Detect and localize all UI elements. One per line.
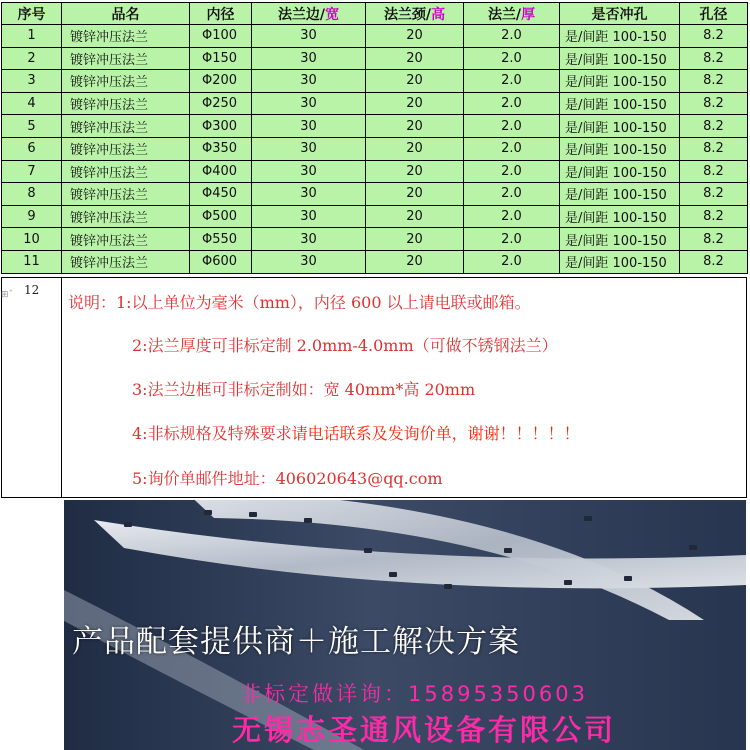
cell-punched: 是/间距 100-150: [560, 250, 680, 273]
cell-index: 8: [2, 183, 62, 206]
cell-thickness: 2.0: [464, 183, 560, 206]
cell-neck-height: 20: [366, 228, 464, 251]
notes-divider: [61, 278, 62, 497]
cell-thickness: 2.0: [464, 137, 560, 160]
cell-neck-height: 20: [366, 70, 464, 93]
table-row: [2, 115, 748, 138]
cell-flange-width: 30: [252, 25, 366, 48]
cell-hole-size: 8.2: [680, 228, 748, 251]
header-hole-size: [680, 3, 748, 25]
cell-thickness: 2.0: [464, 70, 560, 93]
cell-flange-width: 30: [252, 92, 366, 115]
note-line-4: [132, 421, 580, 444]
header-thickness: [464, 3, 560, 25]
cell-hole-size: 8.2: [680, 205, 748, 228]
header-label: 是否冲孔: [591, 6, 648, 23]
header-index: [2, 3, 62, 25]
header-highlight: 高: [431, 6, 446, 23]
cell-neck-height: 20: [366, 183, 464, 206]
cell-diameter: Φ450: [190, 183, 252, 206]
cell-index: 4: [2, 92, 62, 115]
cell-hole-size: 8.2: [680, 250, 748, 273]
cell-punched: 是/间距 100-150: [560, 115, 680, 138]
cell-punched: 是/间距 100-150: [560, 160, 680, 183]
cell-index: 7: [2, 160, 62, 183]
cell-name: 镀锌冲压法兰: [62, 47, 190, 70]
cell-diameter: Φ500: [190, 205, 252, 228]
table-row: [2, 228, 748, 251]
cell-flange-width: 30: [252, 183, 366, 206]
header-row: [2, 3, 748, 25]
notes-section: [1, 277, 747, 498]
header-flange-width: [252, 3, 366, 25]
cell-index: 1: [2, 25, 62, 48]
header-label: 法兰/: [487, 6, 522, 23]
cell-diameter: Φ250: [190, 92, 252, 115]
header-neck-height: [366, 3, 464, 25]
cell-punched: 是/间距 100-150: [560, 228, 680, 251]
table-row: [2, 70, 748, 93]
cell-flange-width: 30: [252, 205, 366, 228]
cell-diameter: Φ150: [190, 47, 252, 70]
cell-index: 10: [2, 228, 62, 251]
header-label: 法兰边/: [277, 6, 326, 23]
note-line-4-emphasis: 请电话联系及发询价单，谢谢！！！！！: [291, 424, 580, 443]
table-row: [2, 205, 748, 228]
note-line-1: 说明：1:以上单位为毫米（mm），内径 600 以上请电联或邮箱。: [68, 293, 531, 312]
cell-hole-size: 8.2: [680, 183, 748, 206]
cell-diameter: Φ300: [190, 115, 252, 138]
cell-thickness: 2.0: [464, 205, 560, 228]
cell-punched: 是/间距 100-150: [560, 25, 680, 48]
cell-punched: 是/间距 100-150: [560, 137, 680, 160]
cell-punched: 是/间距 100-150: [560, 47, 680, 70]
cell-name: 镀锌冲压法兰: [62, 250, 190, 273]
cell-neck-height: 20: [366, 250, 464, 273]
cell-neck-height: 20: [366, 115, 464, 138]
cell-diameter: Φ400: [190, 160, 252, 183]
row-handle-icon: ⊞ˇ: [1, 290, 14, 300]
cell-flange-width: 30: [252, 115, 366, 138]
cell-thickness: 2.0: [464, 47, 560, 70]
cell-diameter: Φ350: [190, 137, 252, 160]
header-label: 品名: [111, 6, 140, 23]
cell-diameter: Φ200: [190, 70, 252, 93]
cell-neck-height: 20: [366, 137, 464, 160]
table-row: [2, 160, 748, 183]
cell-flange-width: 30: [252, 160, 366, 183]
cell-index: 9: [2, 205, 62, 228]
header-highlight: 宽: [325, 6, 340, 23]
note-line-3: 3:法兰边框可非标定制如：宽 40mm*高 20mm: [132, 380, 476, 399]
note-line-2: 2:法兰厚度可非标定制 2.0mm-4.0mm（可做不锈钢法兰）: [132, 336, 558, 355]
header-highlight: 厚: [521, 6, 536, 23]
table-row: [2, 250, 748, 273]
cell-thickness: 2.0: [464, 250, 560, 273]
cell-flange-width: 30: [252, 70, 366, 93]
cell-index: 11: [2, 250, 62, 273]
cell-hole-size: 8.2: [680, 25, 748, 48]
cell-hole-size: 8.2: [680, 47, 748, 70]
cell-flange-width: 30: [252, 47, 366, 70]
cell-neck-height: 20: [366, 25, 464, 48]
cell-hole-size: 8.2: [680, 115, 748, 138]
cell-index: 6: [2, 137, 62, 160]
cell-index: 5: [2, 115, 62, 138]
cell-name: 镀锌冲压法兰: [62, 92, 190, 115]
cell-neck-height: 20: [366, 47, 464, 70]
header-diameter: [190, 3, 252, 25]
spec-table: [1, 2, 748, 274]
table-body: [2, 25, 748, 274]
cell-hole-size: 8.2: [680, 92, 748, 115]
cell-flange-width: 30: [252, 228, 366, 251]
product-banner: [64, 500, 746, 750]
cell-neck-height: 20: [366, 160, 464, 183]
table-row: [2, 137, 748, 160]
cell-diameter: Φ550: [190, 228, 252, 251]
cell-diameter: Φ600: [190, 250, 252, 273]
cell-thickness: 2.0: [464, 25, 560, 48]
table-header: [2, 3, 748, 25]
table-row: [2, 47, 748, 70]
cell-name: 镀锌冲压法兰: [62, 115, 190, 138]
table-row: [2, 183, 748, 206]
table-row: [2, 25, 748, 48]
cell-index: 2: [2, 47, 62, 70]
cell-diameter: Φ100: [190, 25, 252, 48]
header-label: 内径: [206, 6, 235, 23]
table-row: [2, 92, 748, 115]
cell-punched: 是/间距 100-150: [560, 183, 680, 206]
header-label: 序号: [17, 6, 46, 23]
cell-flange-width: 30: [252, 137, 366, 160]
banner-tagline: 产品配套提供商＋施工解决方案: [72, 624, 520, 660]
cell-thickness: 2.0: [464, 92, 560, 115]
cell-flange-width: 30: [252, 250, 366, 273]
banner-phone: 非标定做详询：15895350603: [240, 682, 588, 706]
cell-thickness: 2.0: [464, 228, 560, 251]
cell-neck-height: 20: [366, 92, 464, 115]
cell-thickness: 2.0: [464, 160, 560, 183]
cell-name: 镀锌冲压法兰: [62, 70, 190, 93]
notes-row-number: 12: [24, 283, 40, 297]
cell-hole-size: 8.2: [680, 160, 748, 183]
cell-hole-size: 8.2: [680, 70, 748, 93]
note-line-4-prefix: 4:非标规格及特殊要求: [132, 424, 292, 443]
cell-thickness: 2.0: [464, 115, 560, 138]
note-line-5: 5:询价单邮件地址：406020643@qq.com: [132, 469, 443, 488]
cell-name: 镀锌冲压法兰: [62, 137, 190, 160]
cell-punched: 是/间距 100-150: [560, 92, 680, 115]
header-name: [62, 3, 190, 25]
cell-index: 3: [2, 70, 62, 93]
cell-name: 镀锌冲压法兰: [62, 25, 190, 48]
cell-punched: 是/间距 100-150: [560, 205, 680, 228]
cell-name: 镀锌冲压法兰: [62, 183, 190, 206]
header-punched: [560, 3, 680, 25]
cell-name: 镀锌冲压法兰: [62, 205, 190, 228]
header-label: 法兰颈/: [383, 6, 432, 23]
cell-punched: 是/间距 100-150: [560, 70, 680, 93]
cell-name: 镀锌冲压法兰: [62, 160, 190, 183]
cell-neck-height: 20: [366, 205, 464, 228]
header-label: 孔径: [699, 6, 728, 23]
cell-name: 镀锌冲压法兰: [62, 228, 190, 251]
banner-company: 无锡志圣通风设备有限公司: [232, 713, 617, 747]
cell-hole-size: 8.2: [680, 137, 748, 160]
